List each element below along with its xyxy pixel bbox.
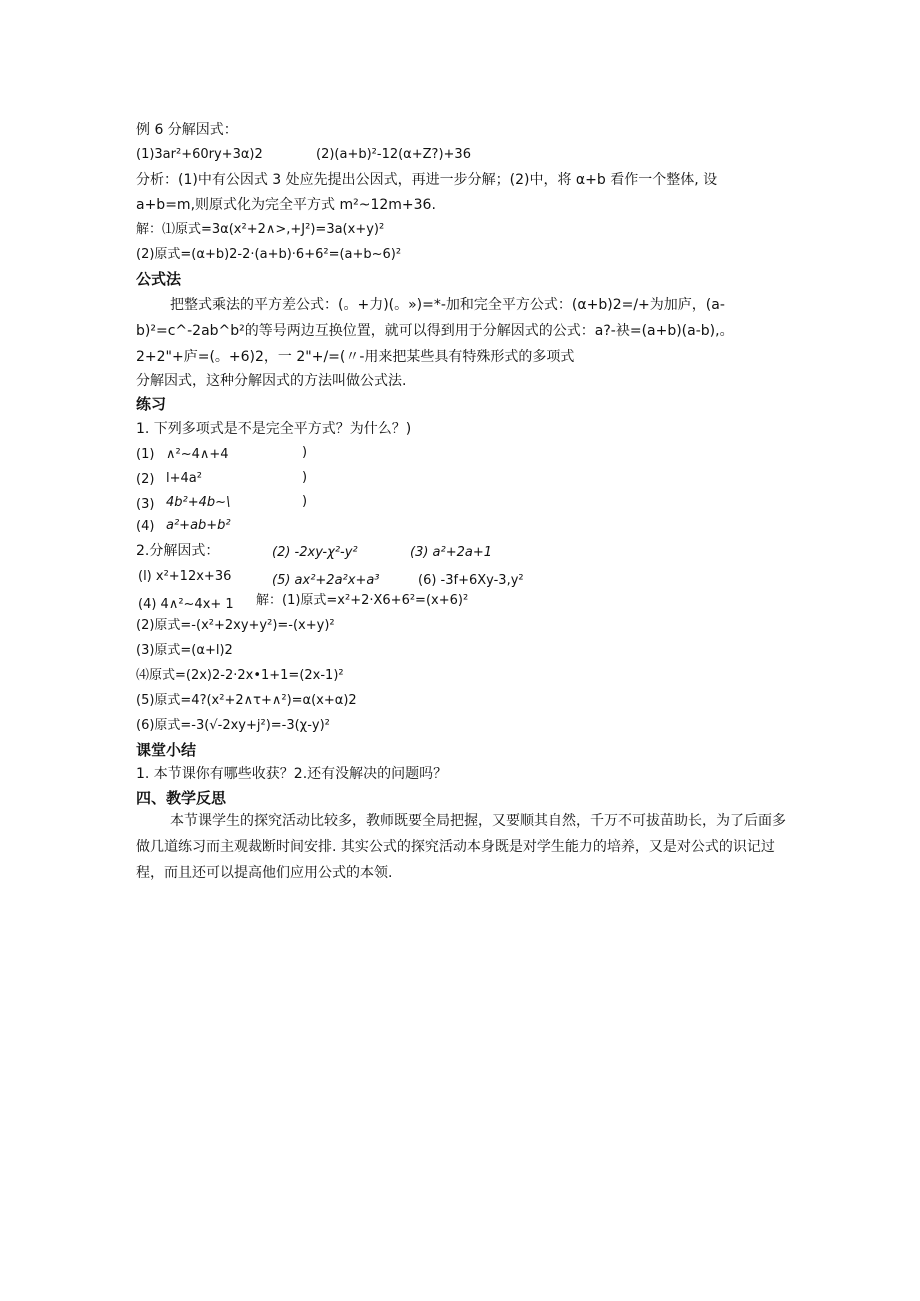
practice-heading: 练习 <box>136 395 167 413</box>
practice-q2-item-1: (l) x²+12x+36 <box>138 569 232 584</box>
practice-q2-item-4: (4) 4∧²~4x+ 1 <box>138 597 234 612</box>
practice-q1-item-expr: l+4a² <box>166 471 202 486</box>
practice-q1-item-tail: ) <box>302 445 308 460</box>
summary-heading: 课堂小结 <box>136 741 197 759</box>
analysis-line-2: a+b=m,则原式化为完全平方式 m²~12m+36. <box>136 197 436 213</box>
practice-q1-item-num: (2) <box>136 472 155 487</box>
practice-q1-item-tail: ) <box>302 470 308 485</box>
practice-q1-item-expr: ∧²~4∧+4 <box>166 447 229 462</box>
practice-q1-item-num: (4) <box>136 519 155 534</box>
answer-line: (6)原式=-3(√-2xy+j²)=-3(χ-y)² <box>136 718 330 733</box>
practice-q1-item-tail: ) <box>302 494 308 509</box>
answer-line: 解：(1)原式=x²+2·X6+6²=(x+6)² <box>256 593 469 608</box>
example-question-2: (2)(a+b)²-12(α+Z?)+36 <box>316 147 471 162</box>
reflection-heading: 四、教学反思 <box>136 789 227 807</box>
solution-line-2: (2)原式=(α+b)2-2·(a+b)·6+6²=(a+b~6)² <box>136 247 402 262</box>
analysis-line-1: 分析：(1)中有公因式 3 处应先提出公因式，再进一步分解；(2)中，将 α+b 看作一个整体, 设 <box>136 172 718 188</box>
formula-method-paragraph <box>136 292 786 370</box>
practice-q2-item-6: (6) -3f+6Xy-3,y² <box>418 573 524 588</box>
answer-line: (2)原式=-(x²+2xy+y²)=-(x+y)² <box>136 618 335 633</box>
formula-method-heading: 公式法 <box>136 270 182 288</box>
formula-method-text: 把整式乘法的平方差公式：(。+力)(。»)=*-加和完全平方公式：(α+b)2=/+为加庐，(a-b)²=c^-2ab^b²的等号两边互换位置，就可以得到用于分解因式的公式：a?-袂=(a+b)(a-b),。2+2"+庐=(。+6)2，一 2"+/=(〃-用来把某些具有特殊形式的多项式 <box>136 297 734 365</box>
practice-q1-item-num: (3) <box>136 497 155 512</box>
practice-q2-item-3: (3) a²+2a+1 <box>410 545 493 560</box>
practice-q2-item-2: (2) -2xy-χ²-y² <box>272 545 358 560</box>
summary-text: 1. 本节课你有哪些收获？2.还有没解决的问题吗？ <box>136 766 448 782</box>
practice-q1-item-expr: a²+ab+b² <box>166 518 231 533</box>
reflection-paragraph <box>136 808 786 886</box>
formula-method-text-2: 分解因式，这种分解因式的方法叫做公式法. <box>136 373 407 389</box>
practice-q1-prompt: 1. 下列多项式是不是完全平方式？为什么？) <box>136 421 412 437</box>
reflection-text: 本节课学生的探究活动比较多，教师既要全局把握，又要顺其自然，千万不可拔苗助长，为了后面多做几道练习而主观裁断时间安排. 其实公式的探究活动本身既是对学生能力的培养，又是对公式的识记过程，而且还可以提高他们应用公式的本领. <box>136 813 786 881</box>
example-title: 例 6 分解因式： <box>136 122 238 138</box>
answer-line: (5)原式=4?(x²+2∧τ+∧²)=α(x+α)2 <box>136 693 357 708</box>
practice-q2-prompt: 2.分解因式： <box>136 543 220 559</box>
answer-line: ⑷原式=(2x)2-2·2x•1+1=(2x-1)² <box>136 668 344 683</box>
answer-line: (3)原式=(α+l)2 <box>136 643 233 658</box>
practice-q2-item-5: (5) ax²+2a²x+a³ <box>272 573 380 588</box>
practice-q1-item-num: (1) <box>136 447 155 462</box>
solution-line-1: 解：⑴原式=3α(x²+2∧>,+J²)=3a(x+y)² <box>136 222 385 237</box>
example-question-1: (1)3ar²+60ry+3α)2 <box>136 147 263 162</box>
practice-q1-item-expr: 4b²+4b~\ <box>166 495 231 510</box>
